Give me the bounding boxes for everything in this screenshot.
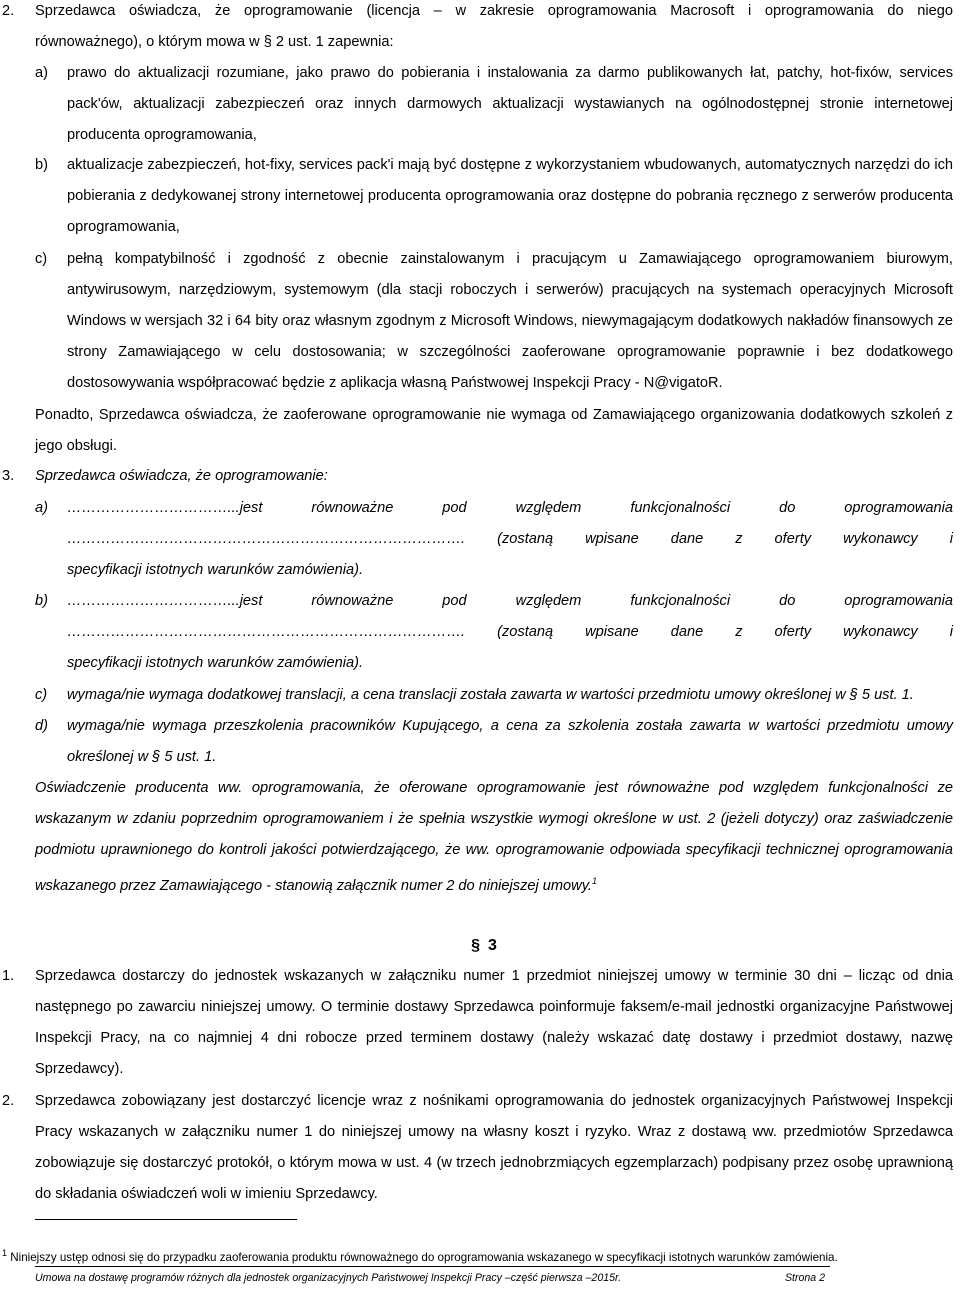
- sec3-item-1-number: 1.: [2, 968, 15, 984]
- section-heading: [0, 934, 960, 958]
- item-3-oswiadczenie: [35, 773, 953, 902]
- oswiadczenie-text: Oświadczenie producenta ww. oprogramowania, że oferowane oprogramowanie jest równoważne pod względem funkcjonalności ze wskazanym w zdaniu poprzednim oprogramowaniem i że spełnia wszystkie wymogi określone w ust. 2 (jeżeli dotyczy) oraz zaświadczenie podmiotu uprawnionego do kontroli jakości potwierdzającego, że ww. oprogramowanie odpowiada specyfikacji technicznej oprogramowania wskazanego przez Zamawiającego - stanowią załącznik numer 2 do niniejszej umowy.: [35, 780, 953, 894]
- page-footer: [35, 1271, 830, 1285]
- item-3a-line-3: specyfikacji istotnych warunków zamówienia).: [67, 562, 364, 578]
- item-2b-label: b): [35, 157, 48, 173]
- item-3b-line-3: specyfikacji istotnych warunków zamówienia).: [67, 655, 364, 671]
- item-3d-text: wymaga/nie wymaga przeszkolenia pracowników Kupującego, a cena za szkolenia została zawarta w wartości przedmiotu umowy określonej w § 5 ust. 1.: [67, 718, 953, 765]
- footnote-text: Niniejszy ustęp odnosi się do przypadku zaoferowania produktu równoważnego do oprogramowania wskazanego w specyfikacji istotnych warunków zamówienia.: [10, 1250, 838, 1264]
- footnote: [2, 1245, 838, 1266]
- item-3c-text: wymaga/nie wymaga dodatkowej translacji, a cena translacji została zawarta w wartości przedmiotu umowy określonej w § 5 ust. 1.: [67, 687, 914, 703]
- item-3b-label: b): [35, 593, 48, 609]
- footnote-separator: [35, 1219, 297, 1220]
- item-2-line-1: Sprzedawca oświadcza, że oprogramowanie (licencja – w zakresie oprogramowania Macrosoft i oprogramowania do niego: [35, 3, 953, 19]
- item-3a-line-2: ………………………………………………………………………. (zostaną wpisane dane z oferty wykonawcy i: [67, 531, 953, 547]
- item-2c-text: pełną kompatybilność i zgodność z obecnie zainstalowanym i pracującym u Zamawiającego oprogramowaniem biurowym, antywirusowym, narzędziowym, systemowym (dla stacji roboczych i serwerów) pracujących na systemach operacyjnych Microsoft Windows w wersjach 32 i 64 bity oraz własnym zgodnym z Microsoft Windows, niewymagającym dodatkowych nakładów finansowych ze strony Zamawiającego w celu dostosowania; w szczególności zaoferowane oprogramowanie poprawnie i bez dodatkowego dostosowywania współpracować będzie z aplikacja własną Państwowej Inspekcji Pracy - N@vigatoR.: [67, 251, 953, 391]
- item-2-line-2: równoważnego), o którym mowa w § 2 ust. 1 zapewnia:: [35, 34, 394, 50]
- sec3-item-1-text: Sprzedawca dostarczy do jednostek wskazanych w załączniku numer 1 przedmiot niniejszej umowy w terminie 30 dni – licząc od dnia następnego po zawarciu niniejszej umowy. O terminie dostawy Sprzedawca poinformuje faksem/e-mail jednostki organizacyjne Państwowej Inspekcji Pracy, na co najmniej 4 dni robocze przed terminem dostawy (należy wskazać datę dostawy i przedmiot dostawy, nazwę Sprzedawcy).: [35, 968, 953, 1077]
- section-symbol: §: [471, 937, 480, 954]
- item-2-ponadto: Ponadto, Sprzedawca oświadcza, że zaoferowane oprogramowanie nie wymaga od Zamawiającego organizowania dodatkowych szkoleń z jego obsługi.: [35, 407, 953, 454]
- item-3b-line-2: ………………………………………………………………………. (zostaną wpisane dane z oferty wykonawcy i: [67, 624, 953, 640]
- sec3-item-2-text: Sprzedawca zobowiązany jest dostarczyć licencje wraz z nośnikami oprogramowania do jednostek organizacyjnych Państwowej Inspekcji Pracy wskazanych w załączniku numer 1 do niniejszej umowy na własny koszt i ryzyko. Wraz z dostawą ww. przedmiotów Sprzedawca zobowiązuje się dostarczyć protokół, o którym mowa w ust. 4 (w trzech jednobrzmiących egzemplarzach) podpisany przez osobę uprawnioną do składania oświadczeń woli w imieniu Sprzedawcy.: [35, 1093, 953, 1202]
- item-3-title: Sprzedawca oświadcza, że oprogramowanie:: [35, 468, 328, 484]
- item-3-number: 3.: [2, 468, 15, 484]
- footer-document-title: Umowa na dostawę programów różnych dla jednostek organizacyjnych Państwowej Inspekcji Pracy –część pierwsza –2015r.: [35, 1272, 622, 1284]
- item-2-number: 2.: [2, 3, 15, 19]
- item-3b-line-1: ……………………………...jest równoważne pod względem funkcjonalności do oprogramowania: [67, 593, 953, 609]
- sec3-item-2-number: 2.: [2, 1093, 15, 1109]
- footnote-reference[interactable]: 1: [592, 876, 598, 886]
- item-2a-text: prawo do aktualizacji rozumiane, jako prawo do pobierania i instalowania za darmo publikowanych łat, patchy, hot-fixów, services pack'ów, aktualizacji zabezpieczeń oraz innych darmowych aktualizacji wystawianych na ogólnodostępnej stronie internetowej producenta oprogramowania,: [67, 65, 953, 143]
- section-number: 3: [488, 937, 497, 954]
- item-2b-text: aktualizacje zabezpieczeń, hot-fixy, services pack'i mają być dostępne z wykorzystaniem wbudowanych, automatycznych narzędzi do ich pobierania z dedykowanej strony internetowej producenta oprogramowania oraz dostępne do pobrania ręcznego z serwerów producenta oprogramowania,: [67, 157, 953, 235]
- item-2c-label: c): [35, 251, 48, 267]
- item-3a-line-1: ……………………………...jest równoważne pod względem funkcjonalności do oprogramowania: [67, 500, 953, 516]
- footer-page-number: Strona 2: [784, 1272, 825, 1284]
- item-3c-label: c): [35, 687, 48, 703]
- item-2a-label: a): [35, 65, 48, 81]
- item-3d-label: d): [35, 718, 48, 734]
- footer-separator: [35, 1266, 830, 1267]
- item-3a-label: a): [35, 500, 48, 516]
- footnote-number: 1: [2, 1248, 8, 1258]
